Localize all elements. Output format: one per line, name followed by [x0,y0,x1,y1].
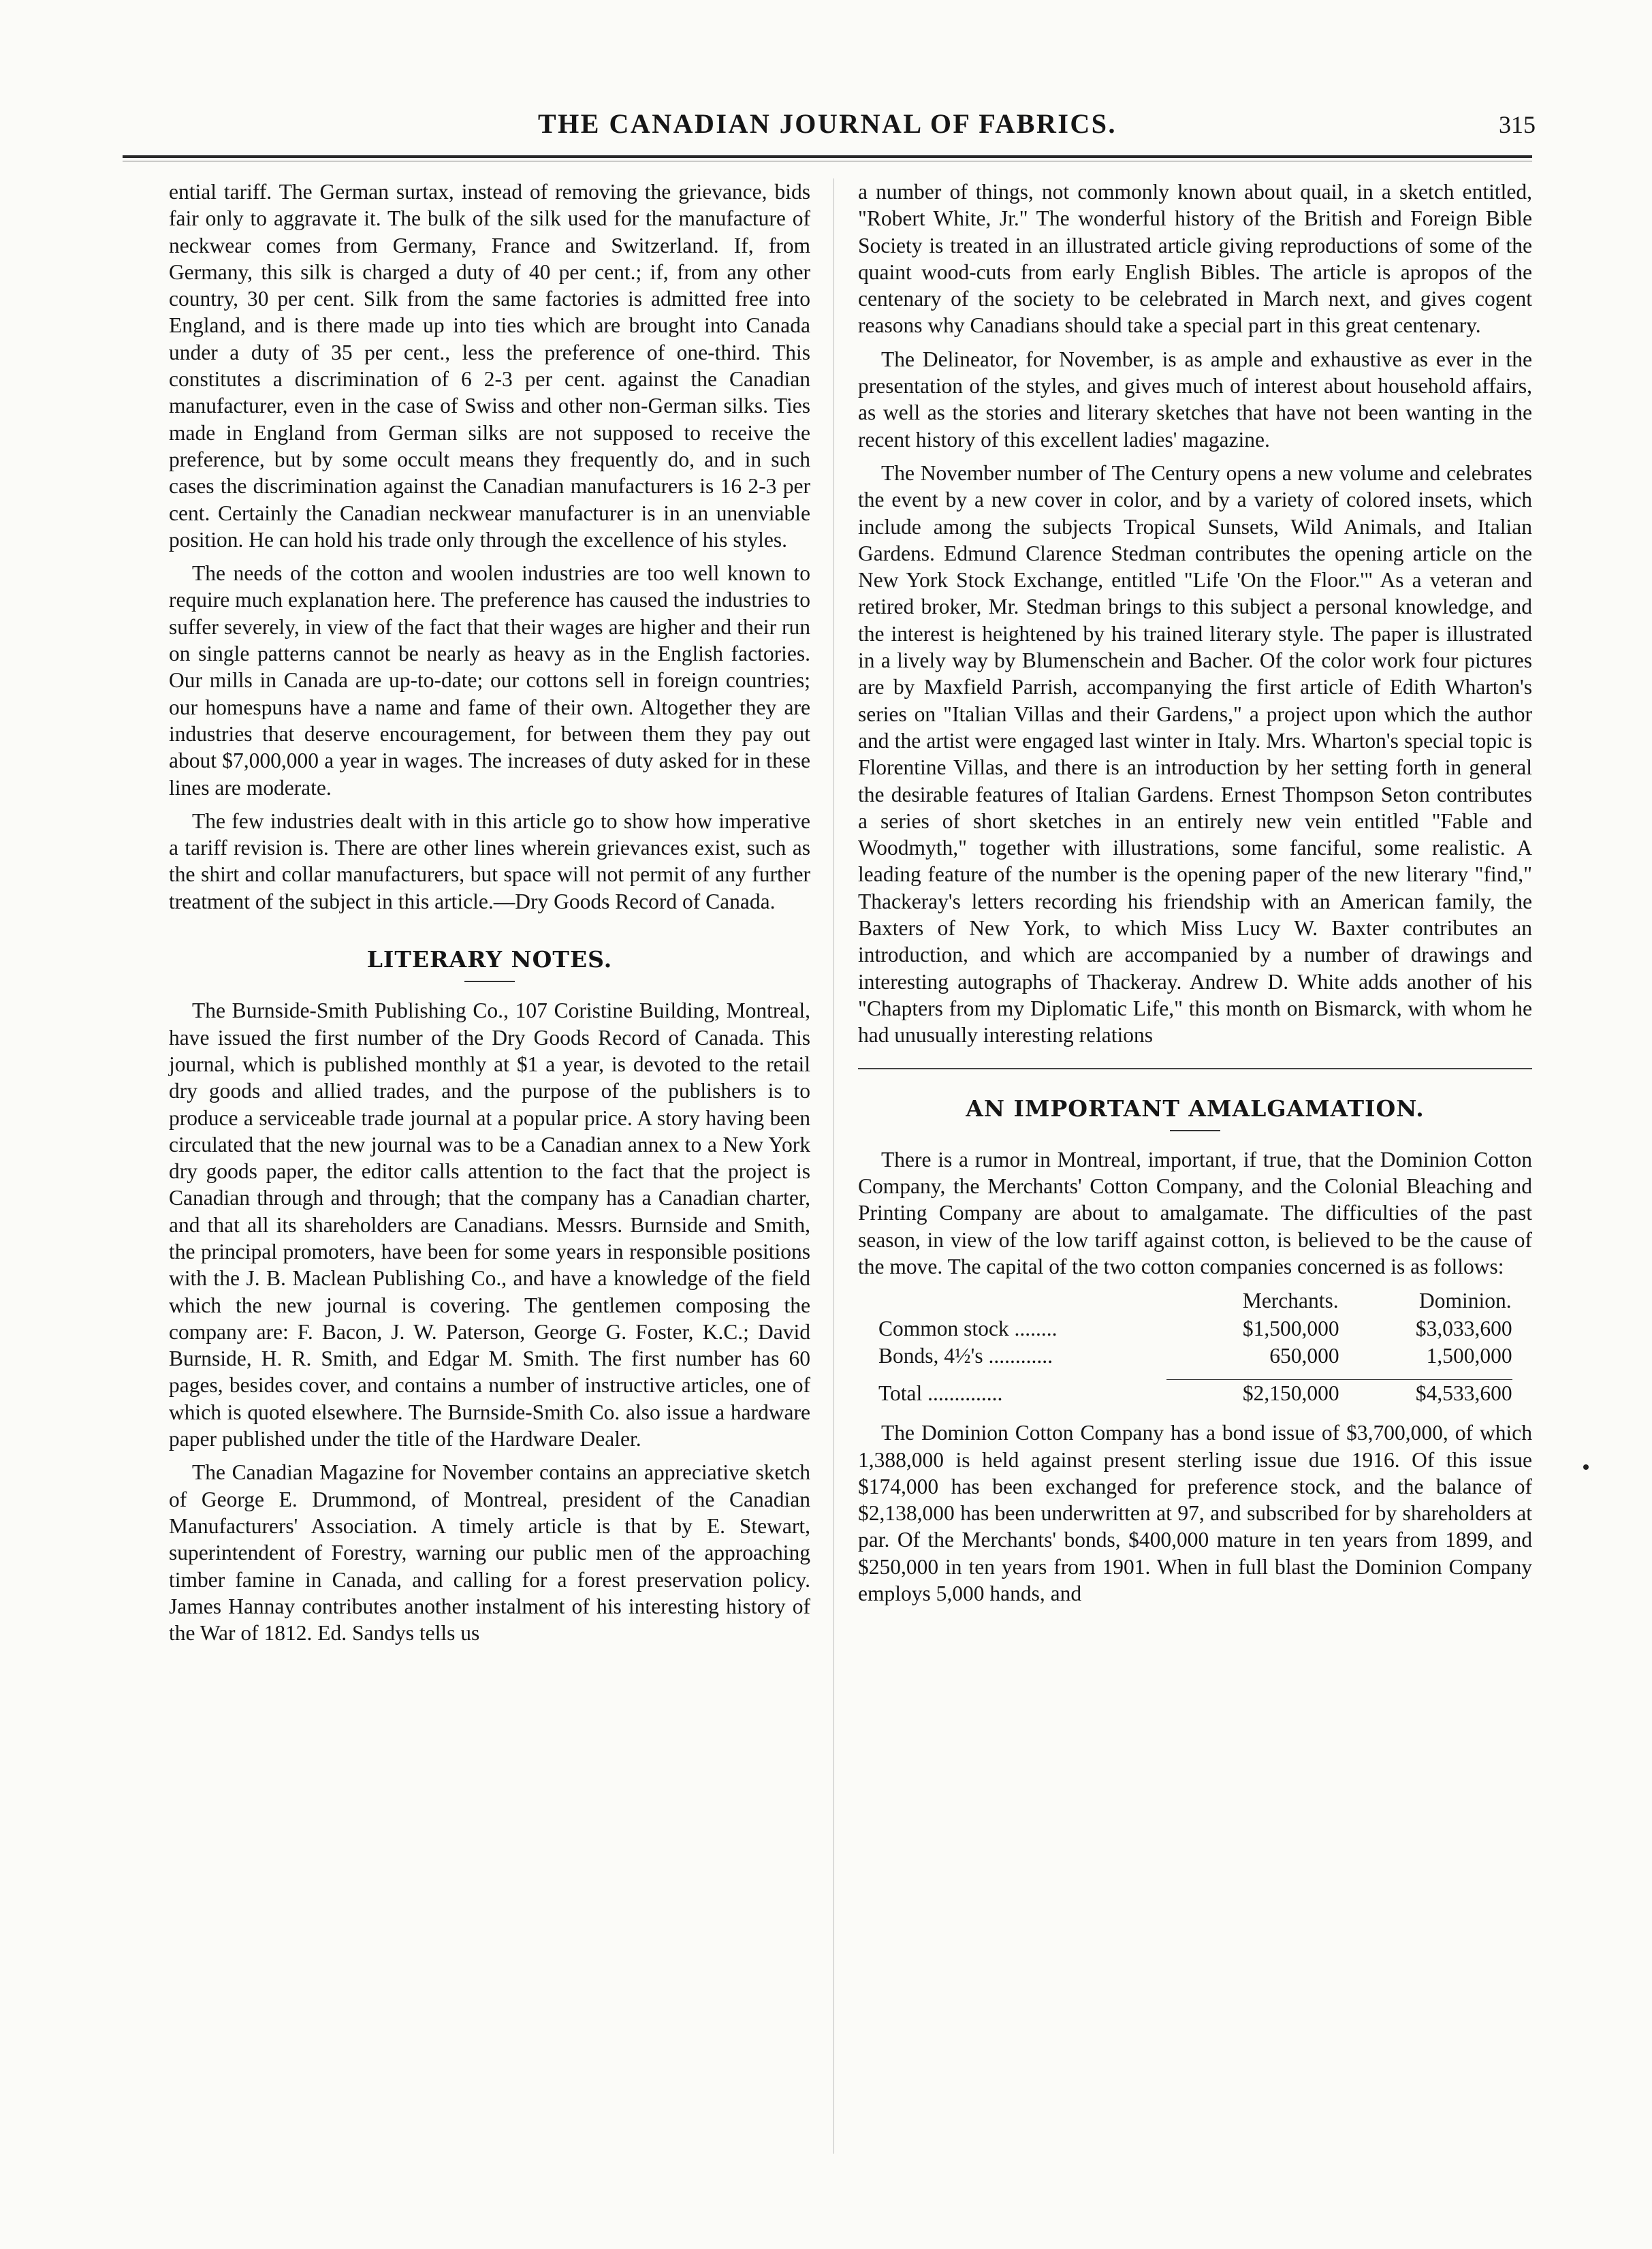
table-row [878,1342,1512,1370]
merchants-value: $1,500,000 [1242,1317,1339,1341]
table-header-row [878,1287,1512,1315]
literary-paragraph: The Delineator, for November, is as ample and exhaustive as ever in the presentation of the styles, and gives much of interest about household affairs, as well as the stories and literary sketches that have not been wanting in the recent history of this excellent ladies' magazine. [858,347,1532,452]
merchants-value: 650,000 [1269,1344,1339,1368]
row-label: Bonds, 4½'s ............ [878,1344,1053,1368]
header-rule [123,155,1532,158]
literary-paragraph: The November number of The Century opens a new volume and celebrates the event by a new cover in color, and by a variety of colored insets, which include among the subjects Tropical Sunsets, Wild Animals, and Italian Gardens. Edmund Clarence Stedman contributes the opening article on the New York Stock Exchange, entitled "Life 'On the Floor.'" As a veteran and retired broker, Mr. Stedman brings to this subject a personal knowledge, and the interest is heightened by his trained literary style. The paper is illustrated in a lively way by Blumenschein and Bacher. Of the color work four pictures are by Maxfield Parrish, accompanying the first article of Edith Wharton's series on "Italian Villas and their Gardens," a project upon which the author and the artist were engaged last winter in Italy. Mrs. Wharton's special topic is Florentine Villas, and there is an introduction by her setting forth in general the desirable features of Italian Gardens. Ernest Thompson Seton contributes a series of short sketches in an entirely new vein entitled "Fable and Woodmyth," together with illustrations, some fanciful, some realistic. A leading feature of the number is the opening paper of the new literary "find," Thackeray's letters recording his friendship with an American family, the Baxters of New York, to which Miss Lucy W. Baxter contributes an introduction, and which are accompanied by a number of drawings and interesting autographs of Thackeray. Andrew D. White adds another of his "Chapters from my Diplomatic Life," this month on Bismarck, with whom he had unusually interesting relations [858,460,1532,1048]
total-row [878,1380,1512,1408]
literary-notes-heading: LITERARY NOTES. [366,946,613,973]
total-label: Total .............. [878,1381,1003,1406]
amalgamation-closing: The Dominion Cotton Company has a bond issue of $3,700,000, of which 1,388,000 is held against present sterling issue due 1916. Of this issue $174,000 has been exchanged for preference stock, and the balance of $2,138,000 has been underwritten at 97, and subscribed for by shareholders at par. Of the Merchants' bonds, $400,000 mature in ten years from 1899, and $250,000 in ten years from 1901. When in full blast the Dominion Company employs 5,000 hands, and [858,1421,1532,1606]
dominion-total: $4,533,600 [1415,1381,1512,1406]
heading-underline [1170,1130,1220,1131]
column-header-merchants: Merchants. [1242,1289,1339,1313]
table-row [878,1315,1512,1342]
margin-mark [1583,1464,1589,1470]
dominion-value: $3,033,600 [1415,1317,1512,1341]
literary-paragraph: The Canadian Magazine for November contains an appreciative sketch of George E. Drummond, of Montreal, president of the Canadian Manufacturers' Association. A timely article is that by E. Stewart, superintendent of Forestry, warning our public men of the approaching timber famine in Canada, and calling for a forest preservation policy. James Hannay contributes another instalment of his interesting history of the War of 1812. Ed. Sandys tells us [169,1460,810,1646]
dominion-value: 1,500,000 [1426,1344,1512,1368]
left-column [169,178,810,1653]
page-header [119,102,1536,150]
heading-underline [464,981,515,982]
page-number: 315 [1499,111,1536,138]
article-paragraph: The few industries dealt with in this article go to show how imperative a tariff revision is. There are other lines wherein grievances exist, such as the shirt and collar manufacturers, but space will not permit of any further treatment of the subject in this article.—Dry Goods Record of Canada. [169,808,810,913]
literary-paragraph: a number of things, not commonly known about quail, in a sketch entitled, "Robert White, Jr." The wonderful history of the British and Foreign Bible Society is treated in an illustrated article giving reproductions of some of the quaint wood-cuts from early English Bibles. The article is apropos of the centenary of the society to be celebrated in March next, and gives cogent reasons why Canadians should take a special part in this great centenary. [858,180,1532,338]
article-paragraph: The needs of the cotton and woolen industries are too well known to require much explanation here. The preference has caused the industries to suffer severely, in view of the fact that their wages are higher and their run on single patterns cannot be nearly as heavy as in the English factories. Our mills in Canada are up-to-date; our cottons sell in foreign countries; our homespuns have a name and fame of their own. Altogether they are industries that deserve encouragement, for between them they pay out about $7,000,000 a year in wages. The increases of duty asked for in these lines are moderate. [169,561,810,800]
journal-title: THE CANADIAN JOURNAL OF FABRICS. [537,108,1117,139]
article-paragraph: ential tariff. The German surtax, instead of removing the grievance, bids fair only to aggravate it. The bulk of the silk used for the manufacture of neckwear comes from Germany, France and Switzerland. If, from Germany, this silk is charged a duty of 40 per cent.; if, from any other country, 30 per cent. Silk from the same factories is admitted free into England, and is there made up into ties which are brought into Canada under a duty of 35 per cent., less the preference of one-third. This constitutes a discrimination of 6 2-3 per cent. against the Canadian manufacturer, even in the case of Swiss and other non-German silks. Ties made in England from German silks are not supposed to receive the preference, but by some occult means they frequently do, and in such cases the discrimination against the Canadian manufacturers is 16 2-3 per cent. Certainly the Canadian neckwear manufacturer is in an unenviable position. He can hold his trade only through the excellence of his styles. [169,180,810,552]
capital-table [878,1287,1512,1407]
literary-paragraph: The Burnside-Smith Publishing Co., 107 Coristine Building, Montreal, have issued the first number of the Dry Goods Record of Canada. This journal, which is published monthly at $1 a year, is devoted to the retail dry goods and allied trades, and the purpose of the publishers is to produce a serviceable trade journal at a popular price. A story having been circulated that the new journal was to be a Canadian annex to a New York dry goods paper, the editor calls attention to the fact that the project is Canadian through and through; that the company has a Canadian charter, and that all its shareholders are Canadians. Messrs. Burnside and Smith, the principal promoters, have been for some years in responsible positions with the J. B. Maclean Publishing Co., and have a knowledge of the field which the new journal is covering. The gentlemen composing the company are: F. Bacon, J. W. Paterson, George G. Foster, K.C.; David Burnside, H. R. Smith, and Edgar M. Smith. The first number has 60 pages, besides cover, and contains a number of instructive articles, one of which is quoted elsewhere. The Burnside-Smith Co. also issue a hardware paper published under the title of the Hardware Dealer. [169,998,810,1451]
sum-rule-row [878,1370,1512,1380]
row-label: Common stock ........ [878,1317,1058,1341]
merchants-total: $2,150,000 [1242,1381,1339,1406]
amalgamation-heading: AN IMPORTANT AMALGAMATION. [966,1095,1425,1122]
column-header-dominion: Dominion. [1418,1289,1512,1313]
amalgamation-intro: There is a rumor in Montreal, important, if true, that the Dominion Cotton Company, the Merchants' Cotton Company, and the Colonial Bleaching and Printing Company are about to amalgamate. The difficulties of the past season, in view of the low tariff against cotton, is believed to be the cause of the move. The capital of the two cotton companies concerned is as follows: [858,1147,1532,1278]
right-column [858,178,1532,1614]
column-divider [833,178,834,2154]
section-separator [858,1068,1532,1069]
